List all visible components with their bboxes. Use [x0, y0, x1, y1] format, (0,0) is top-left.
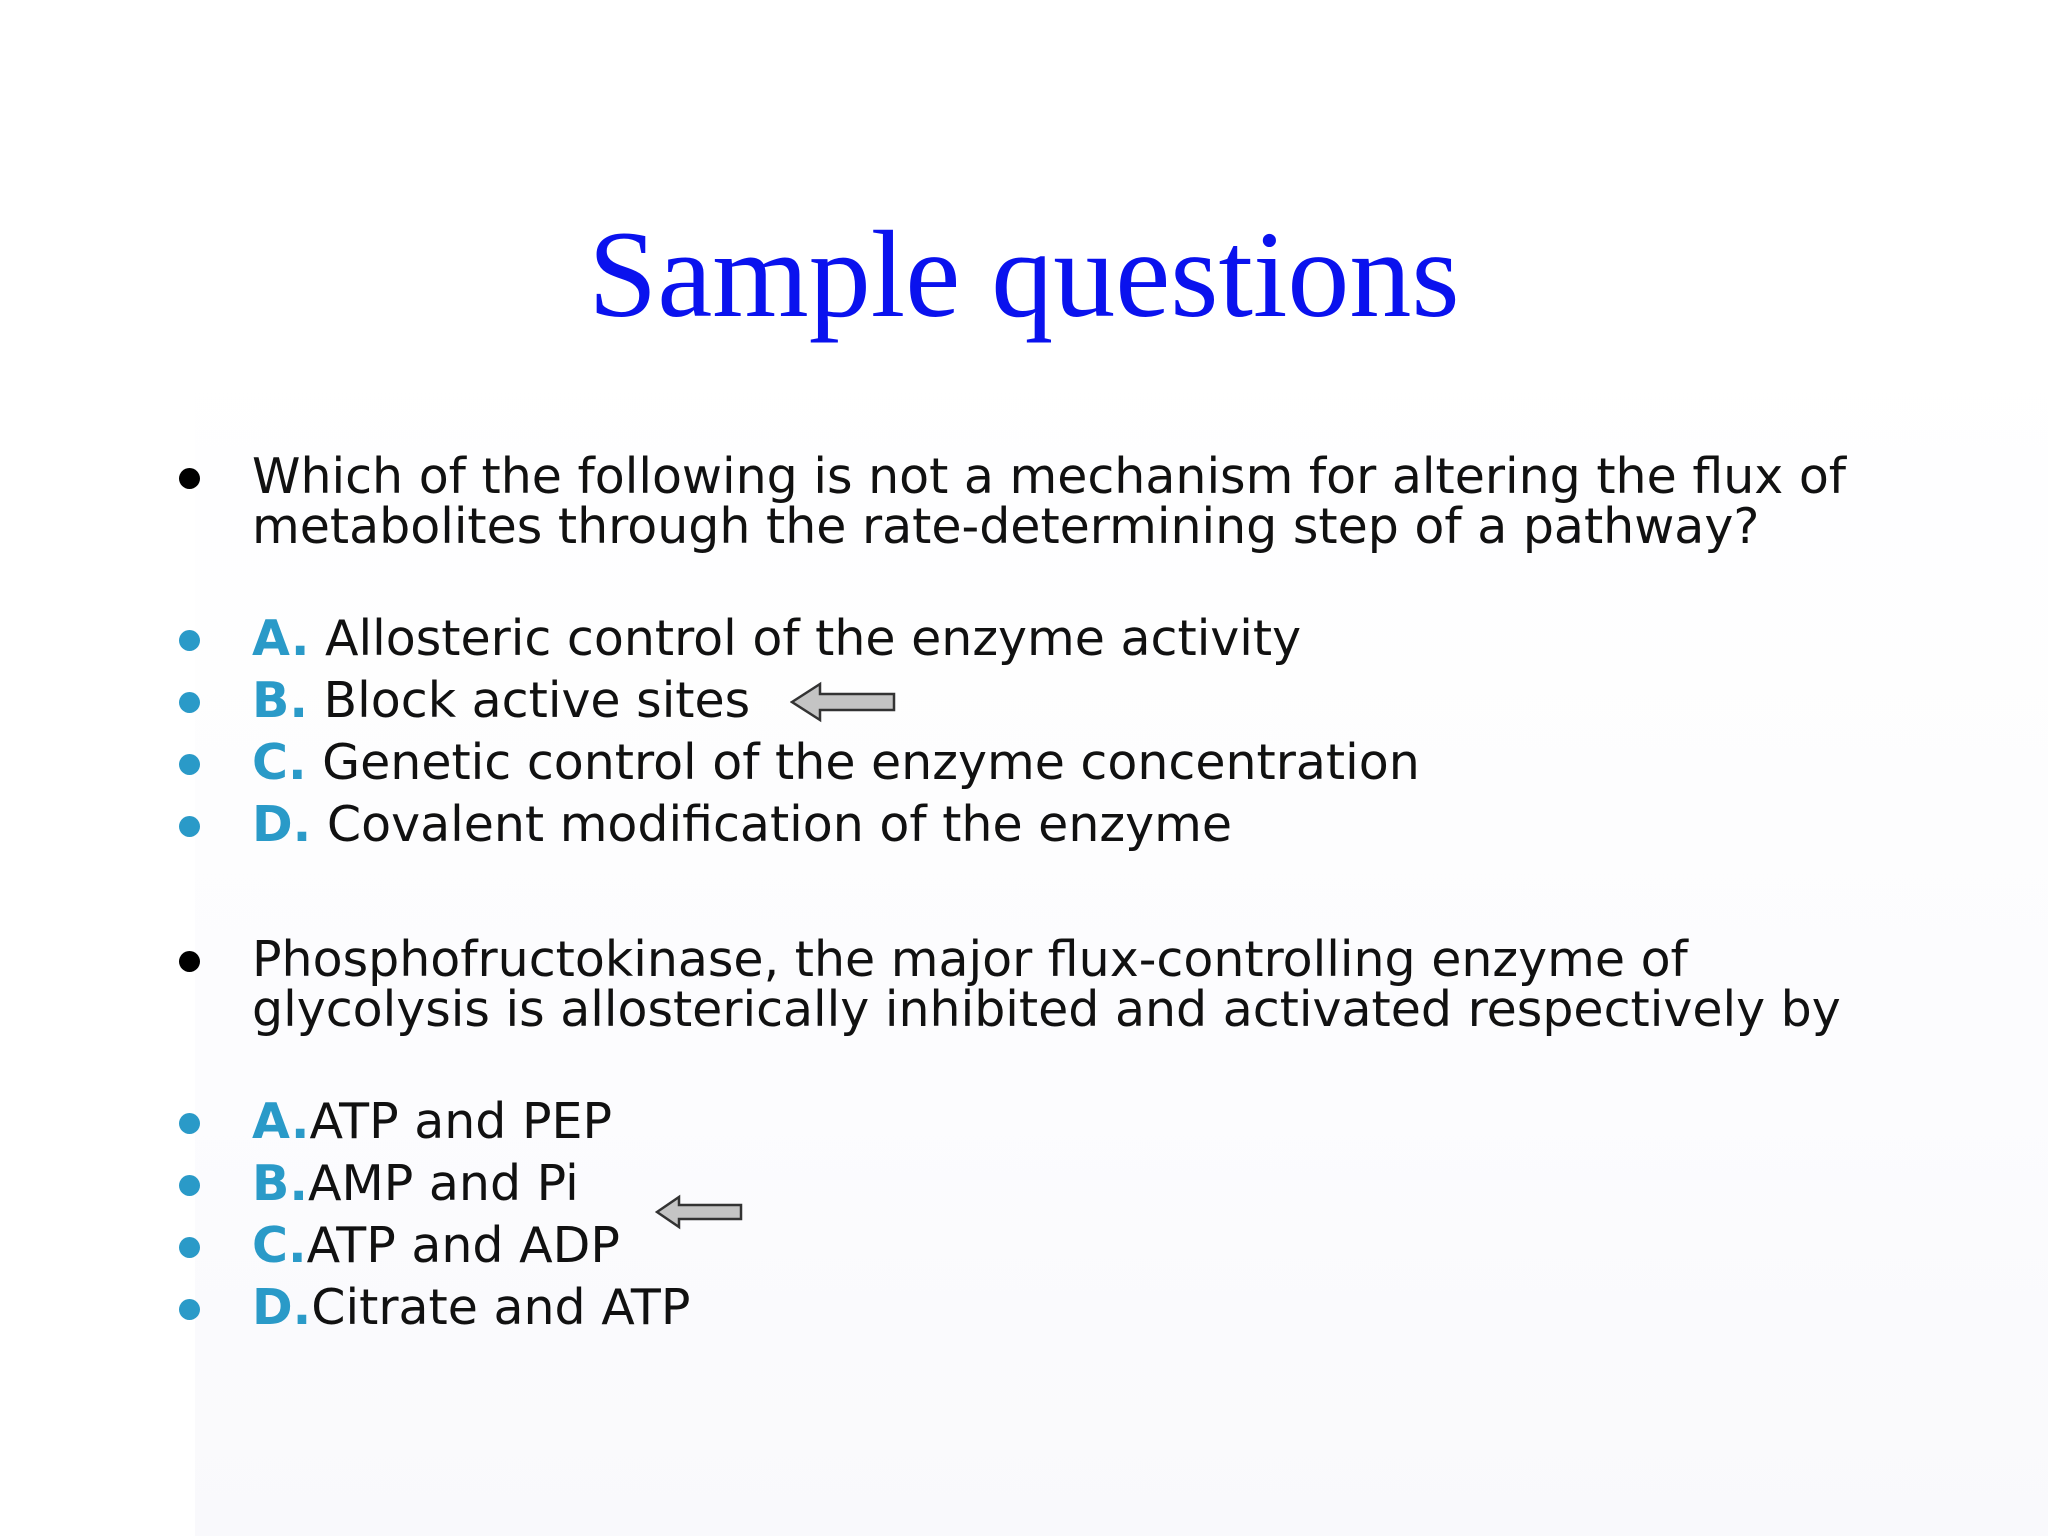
option-label: Block active sites	[307, 672, 751, 729]
bullet-icon	[179, 1113, 200, 1134]
option-label: Citrate and ATP	[311, 1279, 691, 1336]
left-arrow-icon	[655, 1193, 743, 1231]
bullet-icon	[179, 816, 200, 837]
option-letter: B.	[252, 672, 308, 729]
option-label: Covalent modification of the enzyme	[311, 796, 1232, 853]
question-1-prompt: Which of the following is not a mechanism for altering the flux of metabolites through the rate-determining step of a pathway?	[252, 448, 1847, 555]
option-letter: D.	[252, 1279, 312, 1336]
slide-title: Sample questions	[588, 206, 1460, 343]
option-text	[252, 1091, 612, 1153]
option-text	[252, 608, 1301, 670]
option-text	[252, 1153, 579, 1215]
bullet-icon	[179, 1237, 200, 1258]
question-2-prompt: Phosphofructokinase, the major flux-controlling enzyme of glycolysis is allosterically inhibited and activated respectively by	[252, 931, 1841, 1038]
option-letter: C.	[252, 1217, 307, 1274]
option-text	[252, 1215, 620, 1277]
bullet-icon	[179, 468, 200, 489]
option-label: Genetic control of the enzyme concentration	[306, 734, 1420, 791]
bullet-icon	[179, 754, 200, 775]
bullet-icon	[179, 951, 200, 972]
option-letter: A.	[252, 1093, 310, 1150]
option-letter: A.	[252, 610, 310, 667]
option-label: Allosteric control of the enzyme activity	[309, 610, 1302, 667]
option-letter: D.	[252, 796, 312, 853]
option-letter: B.	[252, 1155, 308, 1212]
option-text	[252, 670, 750, 732]
option-label: AMP and Pi	[307, 1155, 579, 1212]
option-label: ATP and PEP	[309, 1093, 613, 1150]
option-text	[252, 1277, 690, 1339]
option-letter: C.	[252, 734, 307, 791]
left-arrow-icon	[790, 680, 896, 724]
bullet-icon	[179, 630, 200, 651]
bullet-icon	[179, 1299, 200, 1320]
option-text	[252, 794, 1232, 856]
option-text	[252, 732, 1420, 794]
bullet-icon	[179, 1175, 200, 1196]
option-label: ATP and ADP	[306, 1217, 620, 1274]
bullet-icon	[179, 692, 200, 713]
